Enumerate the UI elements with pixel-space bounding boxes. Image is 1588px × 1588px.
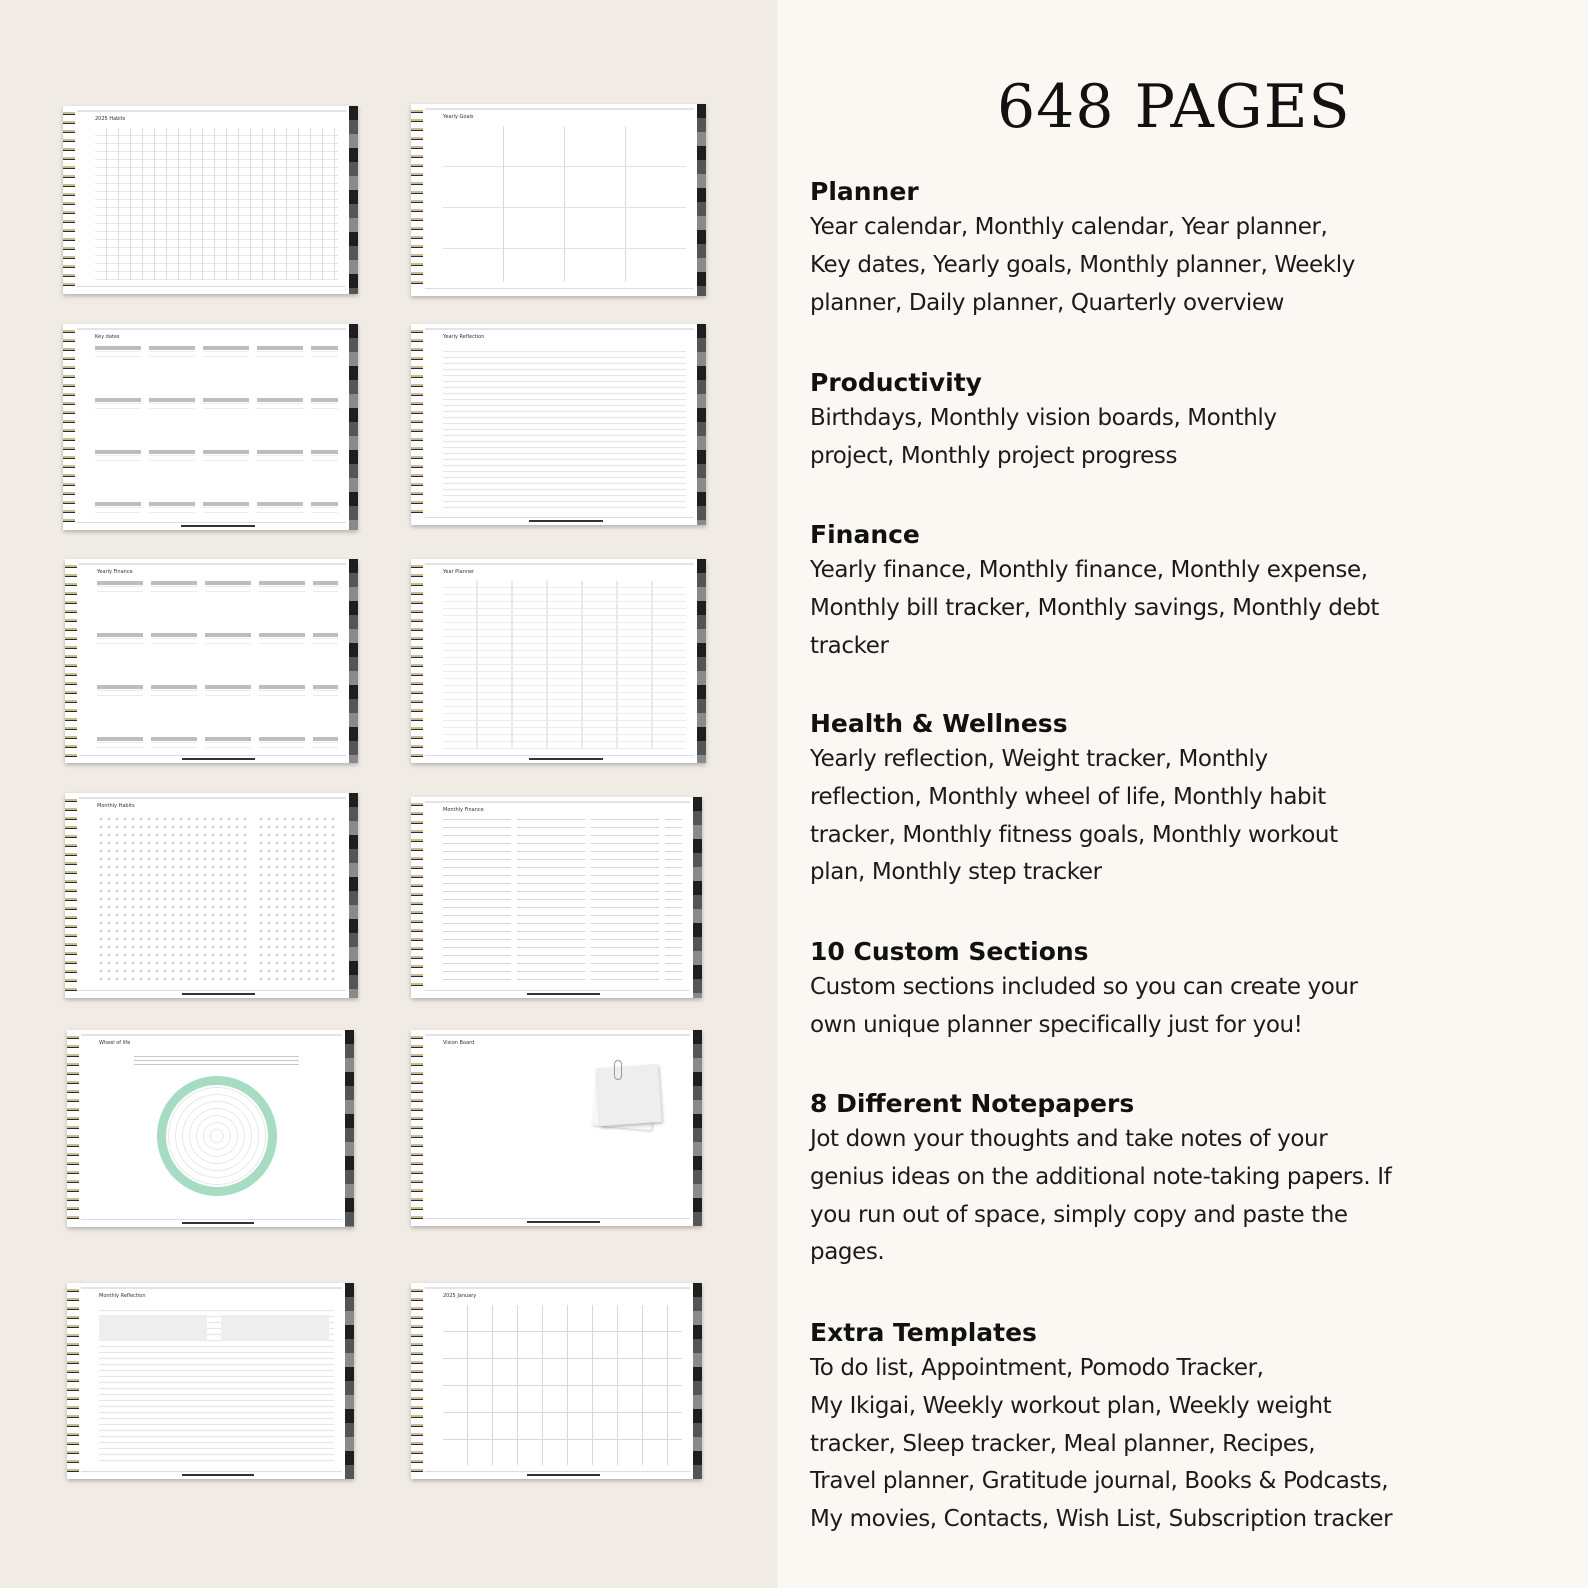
side-tabs	[693, 797, 702, 998]
thumbnail-title: Wheel of life	[99, 1040, 131, 1046]
wheel-of-life-graphic	[157, 1076, 277, 1196]
section-body: Jot down your thoughts and take notes of your genius ideas on the additional note-taking papers. If you run out of space, simply copy and paste the pages.	[810, 1126, 1392, 1266]
side-tabs	[349, 106, 358, 294]
thumbnail-title: Monthly Habits	[97, 803, 135, 809]
planner-page-thumbnail	[63, 106, 358, 294]
side-tabs	[349, 793, 358, 998]
paperclip-icon	[614, 1060, 622, 1080]
section-body: To do list, Appointment, Pomodo Tracker, My Ikigai, Weekly workout plan, Weekly weight tracker, Sleep tracker, Meal planner, Recipes, Travel planner, Gratitude journal, Books & Podcasts, My movies, Contacts, Wish List, Subscription tracker	[810, 1355, 1393, 1533]
thumbnail-title: Key dates	[95, 334, 120, 340]
section-heading: Finance	[810, 520, 920, 549]
planner-page-thumbnail	[411, 104, 706, 296]
planner-page-thumbnail	[67, 1283, 354, 1479]
section-body: Custom sections included so you can create your own unique planner specifically just for you!	[810, 974, 1358, 1038]
spiral-binding	[411, 330, 423, 519]
spiral-binding	[411, 565, 423, 757]
sticky-note	[596, 1064, 662, 1126]
planner-page-thumbnail	[411, 1283, 702, 1479]
section-planner	[810, 175, 1580, 322]
section-notepapers	[810, 1087, 1580, 1272]
planner-page-thumbnail	[67, 1030, 354, 1227]
side-tabs	[693, 1030, 702, 1226]
side-tabs	[697, 324, 706, 525]
side-tabs	[349, 559, 358, 763]
spiral-binding	[411, 1289, 423, 1473]
section-heading: Planner	[810, 177, 919, 206]
side-tabs	[345, 1283, 354, 1479]
thumbnail-title: 2025 January	[443, 1293, 477, 1299]
spiral-binding	[63, 112, 75, 288]
spiral-binding	[411, 110, 423, 290]
thumbnail-title: Yearly Finance	[97, 569, 133, 575]
section-heading: 8 Different Notepapers	[810, 1089, 1135, 1118]
page-count-title: 648 PAGES	[997, 72, 1351, 142]
section-body: Yearly finance, Monthly finance, Monthly expense, Monthly bill tracker, Monthly savings, Monthly debt tracker	[810, 557, 1380, 659]
section-heading: Productivity	[810, 368, 982, 397]
thumbnail-title: Year Planner	[443, 569, 475, 575]
planner-page-thumbnail	[65, 559, 358, 763]
side-tabs	[697, 559, 706, 763]
thumbnail-title: Monthly Reflection	[99, 1293, 146, 1299]
planner-page-thumbnail	[65, 793, 358, 998]
side-tabs	[349, 324, 358, 530]
thumbnail-title: Vision Board	[443, 1040, 475, 1046]
side-tabs	[697, 104, 706, 296]
section-custom-sections	[810, 935, 1580, 1045]
spiral-binding	[411, 803, 423, 992]
planner-page-thumbnail	[411, 559, 706, 763]
spiral-binding	[411, 1036, 423, 1220]
section-body: Birthdays, Monthly vision boards, Monthly project, Monthly project progress	[810, 405, 1277, 469]
planner-page-thumbnail	[63, 324, 358, 530]
section-health-wellness	[810, 707, 1580, 892]
planner-page-thumbnail	[411, 1030, 702, 1226]
spiral-binding	[65, 799, 77, 992]
spiral-binding	[65, 565, 77, 757]
planner-page-thumbnail	[411, 797, 702, 998]
section-heading: Extra Templates	[810, 1318, 1037, 1347]
side-tabs	[693, 1283, 702, 1479]
spiral-binding	[67, 1289, 79, 1473]
preview-panel	[0, 0, 777, 1588]
section-heading: Health & Wellness	[810, 709, 1068, 738]
section-extra-templates	[810, 1316, 1580, 1539]
section-finance	[810, 518, 1580, 665]
section-body: Year calendar, Monthly calendar, Year planner, Key dates, Yearly goals, Monthly planner, Weekly planner, Daily planner, Quarterly overview	[810, 214, 1355, 316]
spiral-binding	[67, 1036, 79, 1221]
section-body: Yearly reflection, Weight tracker, Monthly reflection, Monthly wheel of life, Monthly habit tracker, Monthly fitness goals, Monthly workout plan, Monthly step tracker	[810, 746, 1338, 886]
thumbnail-title: 2025 Habits	[95, 116, 126, 122]
thumbnail-title: Yearly Goals	[443, 114, 474, 120]
spiral-binding	[63, 330, 75, 524]
side-tabs	[345, 1030, 354, 1227]
section-productivity	[810, 366, 1580, 476]
thumbnail-title: Monthly Finance	[443, 807, 484, 813]
section-heading: 10 Custom Sections	[810, 937, 1089, 966]
thumbnail-title: Yearly Reflection	[443, 334, 485, 340]
planner-page-thumbnail	[411, 324, 706, 525]
